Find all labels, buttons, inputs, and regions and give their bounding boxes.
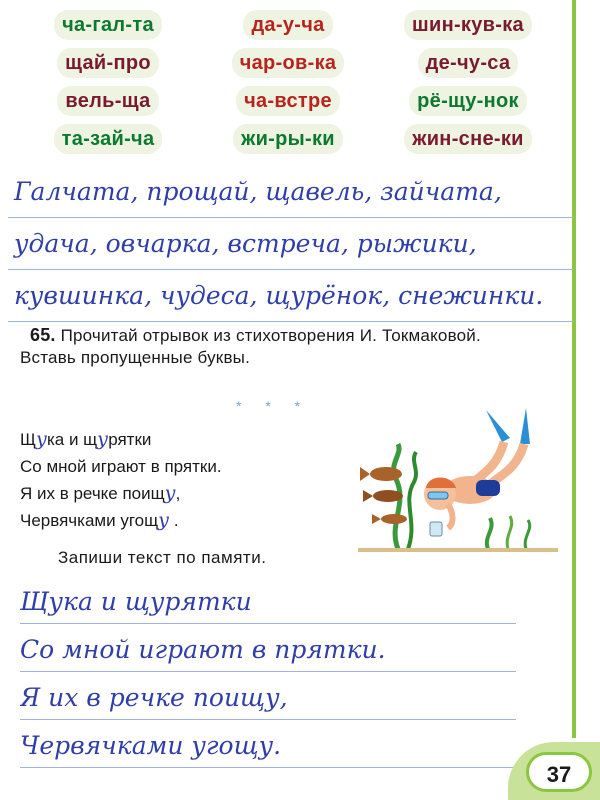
exercise-instruction: Запиши текст по памяти. <box>58 548 267 567</box>
poem-line: Червячками угощу . <box>20 509 179 531</box>
handwritten-answer-block <box>8 166 574 322</box>
syllable-item: ча-гал-та <box>18 8 198 42</box>
page-number: 37 <box>526 752 592 792</box>
syllable-item: чар-ов-ка <box>198 46 378 80</box>
poem-line: Со мной играют в прятки. <box>20 457 222 476</box>
handwritten-line: Я их в речке поищу, <box>20 672 516 720</box>
poem-line: Щука и щурятки <box>20 428 152 450</box>
syllable-grid <box>18 8 558 156</box>
page-margin-line <box>572 0 576 738</box>
inserted-letter: у <box>35 428 47 450</box>
inserted-letter: у <box>97 428 109 450</box>
fish-icon <box>360 467 407 524</box>
syllable-item: де-чу-са <box>378 46 558 80</box>
syllable-item: та-зай-ча <box>18 122 198 156</box>
copy-lines-block <box>20 576 516 768</box>
inserted-letter: у <box>158 509 170 531</box>
inserted-letter: у <box>164 482 176 504</box>
exercise-text: Прочитай отрывок из стихотворения И. Токмаковой. Вставь пропущенные буквы. <box>20 326 481 367</box>
boy-swimmer-icon <box>424 408 530 536</box>
poem <box>20 426 360 534</box>
exercise-number: 65. <box>30 325 56 345</box>
handwritten-line: удача, овчарка, встреча, рыжики, <box>8 218 574 270</box>
exercise-task <box>20 324 520 369</box>
diver-illustration <box>358 404 558 554</box>
poem-line: Я их в речке поищу, <box>20 482 181 504</box>
handwritten-line: Галчата, прощай, щавель, зайчата, <box>8 166 574 218</box>
syllable-item: ча-встре <box>198 84 378 118</box>
syllable-item: вель-ща <box>18 84 198 118</box>
poem-stars: * * * <box>236 398 311 414</box>
handwritten-line: Щука и щурятки <box>20 576 516 624</box>
handwritten-line: Червячками угощу. <box>20 720 516 768</box>
syllable-item: шин-кув-ка <box>378 8 558 42</box>
syllable-item: щай-про <box>18 46 198 80</box>
syllable-item: жи-ры-ки <box>198 122 378 156</box>
syllable-item: да-у-ча <box>198 8 378 42</box>
handwritten-line: кувшинка, чудеса, щурёнок, снежинки. <box>8 270 574 322</box>
handwritten-line: Со мной играют в прятки. <box>20 624 516 672</box>
syllable-item: рё-щу-нок <box>378 84 558 118</box>
syllable-item: жин-сне-ки <box>378 122 558 156</box>
